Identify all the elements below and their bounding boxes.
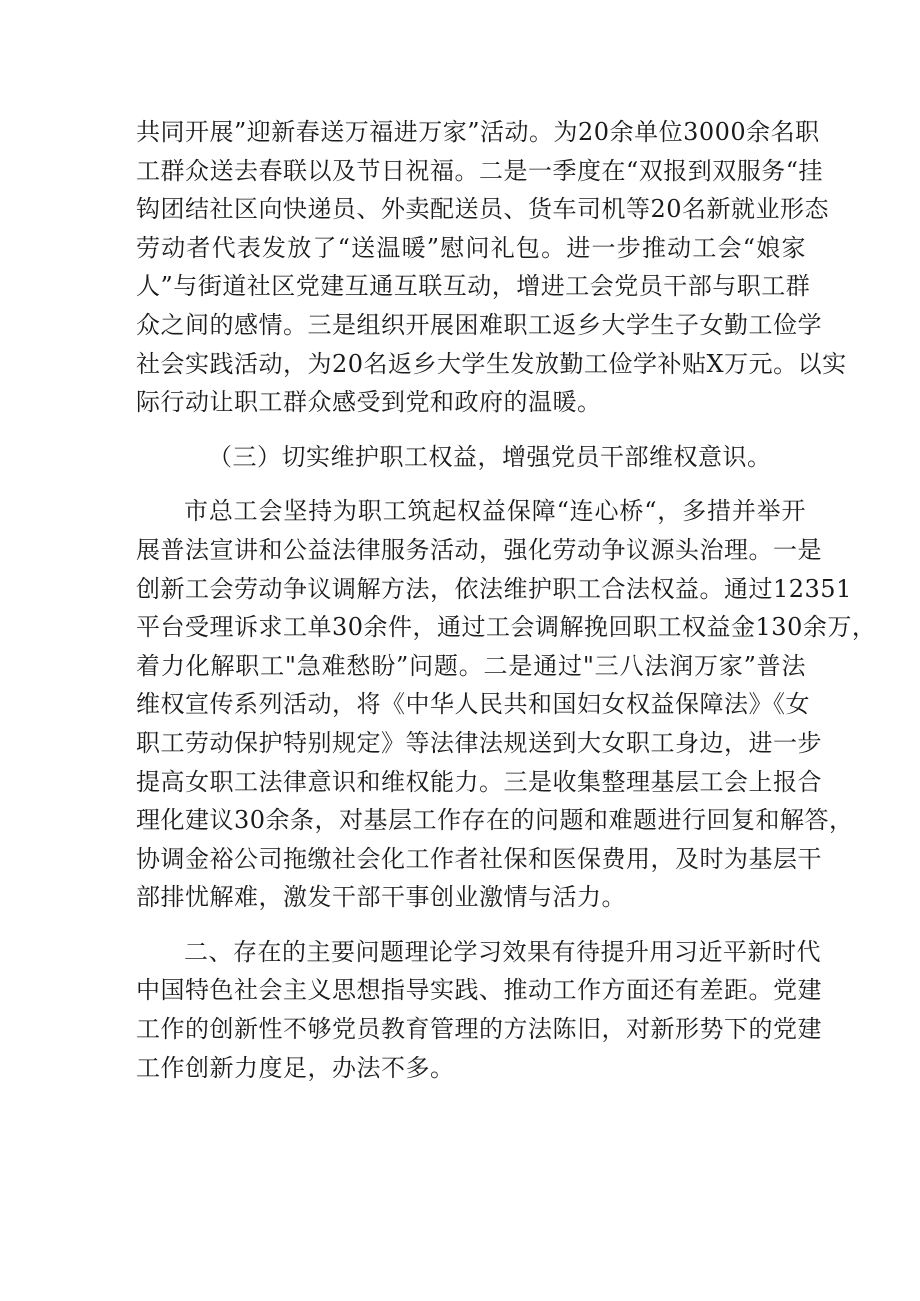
text-line: 职工劳动保护特别规定》等法律法规送到大女职工身边，进一步	[136, 728, 822, 757]
heading-text: （三）切实维护职工权益，增强党员干部维权意识。	[208, 442, 772, 471]
text-line: 劳动者代表发放了“送温暖”慰问礼包。进一步推动工会“娘家	[136, 233, 806, 262]
paragraph-spacer	[136, 917, 806, 933]
text-line: 钩团结社区向快递员、外卖配送员、货车司机等20名新就业形态	[136, 195, 830, 224]
text-line: 工群众送去春联以及节日祝福。二是一季度在“双报到双服务“挂	[136, 156, 824, 185]
section-heading	[136, 438, 806, 477]
text-line: 维权宣传系列活动，将《中华人民共和国妇女权益保障法》《女	[136, 690, 810, 719]
paragraph-spacer	[136, 476, 806, 492]
text-line: 创新工会劳动争议调解方法，依法维护职工合法权益。通过12351	[136, 574, 852, 603]
text-line: 中国特色社会主义思想指导实践、推动工作方面还有差距。党建	[136, 976, 822, 1005]
text-line: 工作创新力度足，办法不多。	[136, 1053, 455, 1082]
document-body	[136, 113, 877, 1087]
paragraph-problems	[136, 933, 822, 1087]
text-line: 际行动让职工群众感受到党和政府的温暖。	[136, 388, 602, 417]
text-line: 协调金裕公司拖缴社会化工作者社保和医保费用，及时为基层干	[136, 844, 822, 873]
text-line: 共同开展”迎新春送万福进万家”活动。为20余单位3000余名职	[136, 118, 820, 146]
text-line: 提高女职工法律意识和维权能力。三是收集整理基层工会上报合	[136, 767, 822, 796]
text-line: 市总工会坚持为职工筑起权益保障“连心桥“，多措并举开	[184, 497, 806, 526]
paragraph-rights	[136, 492, 877, 917]
text-line: 展普法宣讲和公益法律服务活动，强化劳动争议源头治理。一是	[136, 535, 822, 564]
paragraph-spacer	[136, 422, 806, 438]
paragraph-activities	[136, 113, 847, 422]
text-line: 平台受理诉求工单30余件，通过工会调解挽回职工权益金130余万，	[136, 613, 877, 642]
text-line: 二、存在的主要问题理论学习效果有待提升用习近平新时代	[184, 937, 821, 966]
text-line: 社会实践活动，为20名返乡大学生发放勤工俭学补贴X万元。以实	[136, 349, 847, 378]
text-line: 众之间的感情。三是组织开展困难职工返乡大学生子女勤工俭学	[136, 310, 822, 339]
text-line: 着力化解职工"急难愁盼”问题。二是通过"三八法润万家”普法	[136, 651, 806, 680]
text-line: 工作的创新性不够党员教育管理的方法陈旧，对新形势下的党建	[136, 1015, 822, 1044]
text-line: 人”与街道社区党建互通互联互动，增进工会党员干部与职工群	[136, 272, 811, 301]
text-line: 部排忧解难，激发干部干事创业激情与活力。	[136, 883, 626, 912]
text-line: 理化建议30余条，对基层工作存在的问题和难题进行回复和解答，	[136, 806, 854, 835]
